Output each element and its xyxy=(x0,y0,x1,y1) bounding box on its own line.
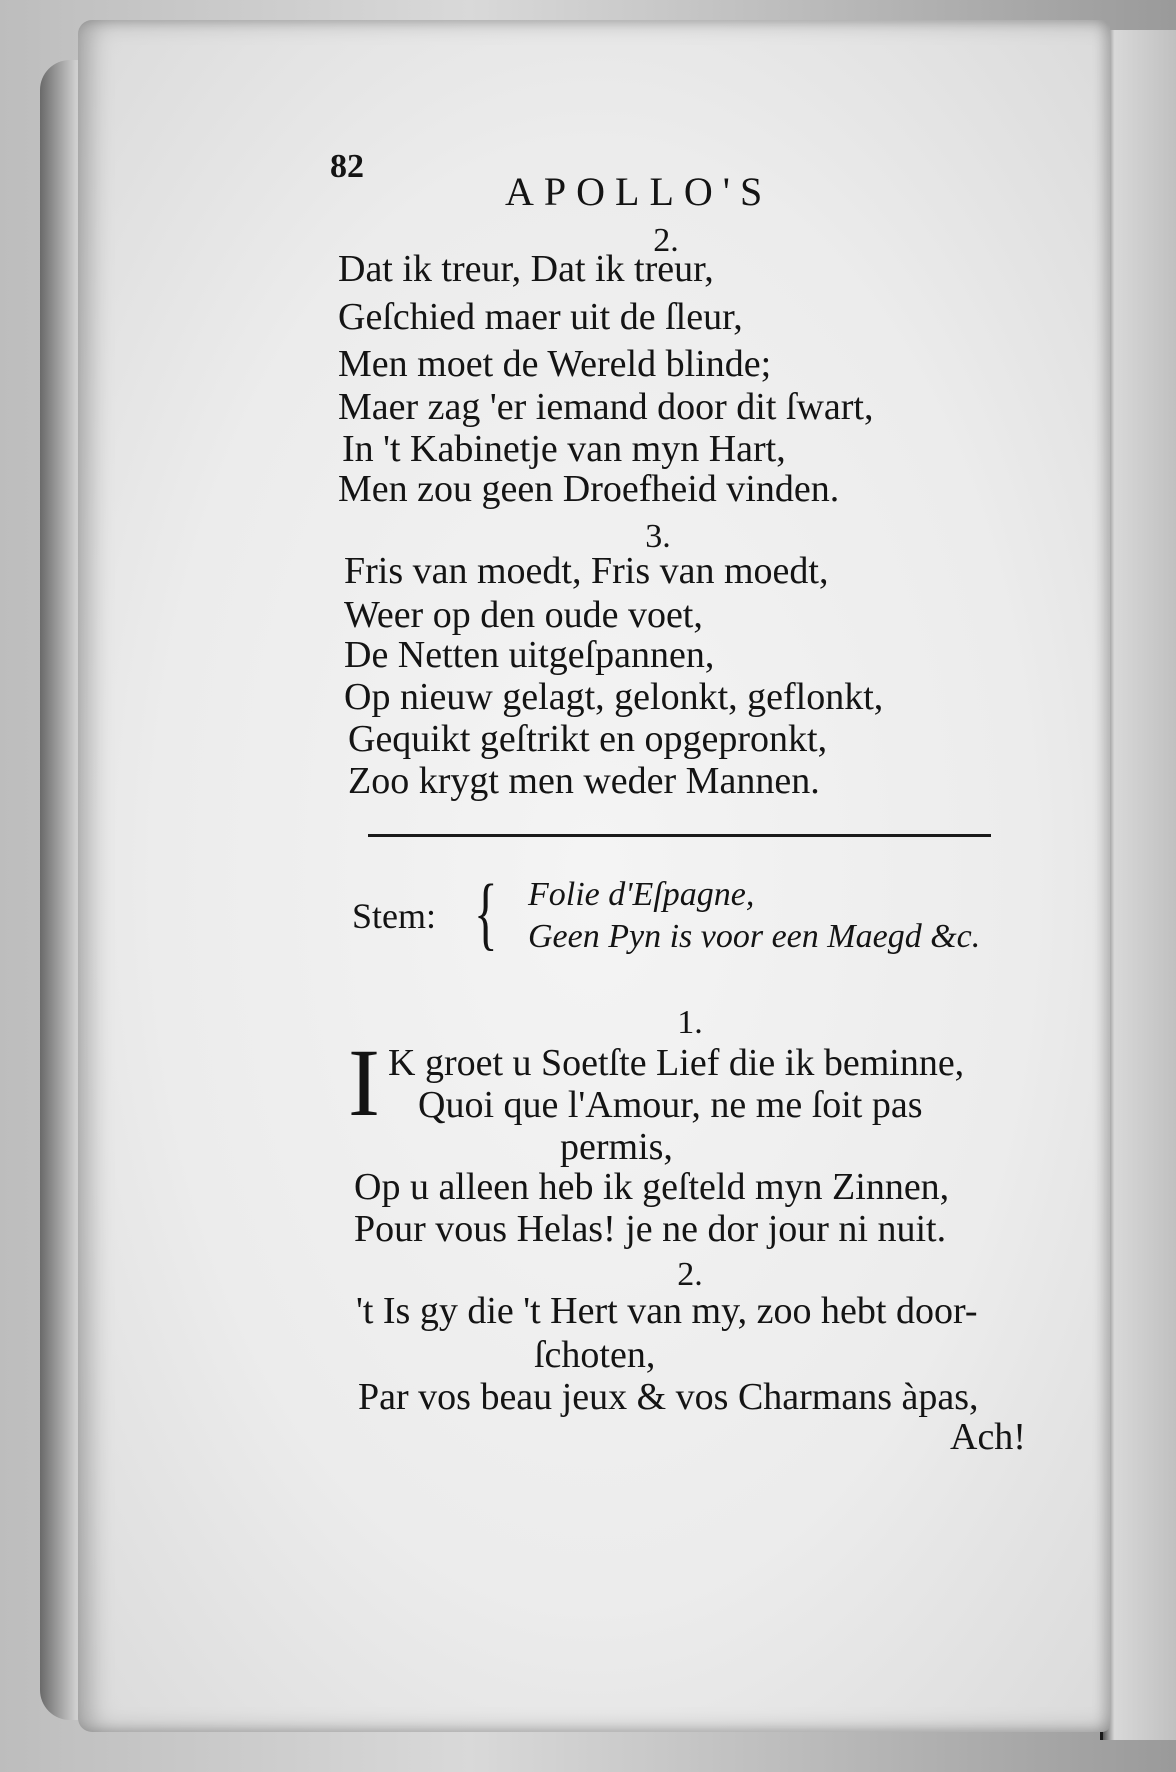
stanza-number: 3. xyxy=(645,518,671,555)
verse-line: ſchoten, xyxy=(534,1334,656,1376)
verse-line: Weer op den oude voet, xyxy=(344,594,703,636)
verse-line: Op u alleen heb ik geſteld myn Zinnen, xyxy=(354,1166,950,1208)
running-head: APOLLO'S xyxy=(505,169,773,214)
tune-name: Folie d'Eſpagne, xyxy=(528,876,755,913)
verse-line: Maer zag 'er iemand door dit ſwart, xyxy=(338,386,874,428)
verse-line: Fris van moedt, Fris van moedt, xyxy=(344,550,829,592)
page-number: 82 xyxy=(330,148,364,185)
stanza-number: 2. xyxy=(653,222,679,259)
verse-line: Geſchied maer uit de ſleur, xyxy=(338,296,743,338)
section-divider xyxy=(368,834,991,837)
verse-line: De Netten uitgeſpannen, xyxy=(344,634,715,676)
verse-line: Zoo krygt men weder Mannen. xyxy=(348,760,820,802)
catchword: Ach! xyxy=(950,1416,1026,1458)
verse-line: Quoi que l'Amour, ne me ſoit pas xyxy=(418,1084,923,1126)
tune-name: Geen Pyn is voor een Maegd &c. xyxy=(528,918,981,955)
facing-page-edge xyxy=(1100,30,1176,1740)
tune-brace: { xyxy=(474,867,498,958)
verse-line: K groet u Soetſte Lief die ik beminne, xyxy=(388,1042,965,1084)
verse-line: permis, xyxy=(560,1126,673,1168)
verse-line: Gequikt geſtrikt en opgepronkt, xyxy=(348,718,828,760)
verse-line: Men moet de Wereld blinde; xyxy=(338,343,772,385)
drop-cap: I xyxy=(348,1029,380,1136)
verse-line: Pour vous Helas! je ne dor jour ni nuit. xyxy=(354,1208,947,1250)
verse-line: In 't Kabinetje van myn Hart, xyxy=(342,428,786,470)
tune-label: Stem: xyxy=(352,896,437,936)
verse-line: Dat ik treur, Dat ik treur, xyxy=(338,248,714,290)
verse-line: Par vos beau jeux & vos Charmans àpas, xyxy=(358,1376,979,1418)
verse-line: Op nieuw gelagt, gelonkt, geflonkt, xyxy=(344,676,884,718)
verse-line: Men zou geen Droefheid vinden. xyxy=(338,468,840,510)
verse-line: 't Is gy die 't Hert van my, zoo hebt door- xyxy=(356,1290,978,1332)
stanza-number: 1. xyxy=(677,1004,703,1041)
stanza-number: 2. xyxy=(677,1256,703,1293)
